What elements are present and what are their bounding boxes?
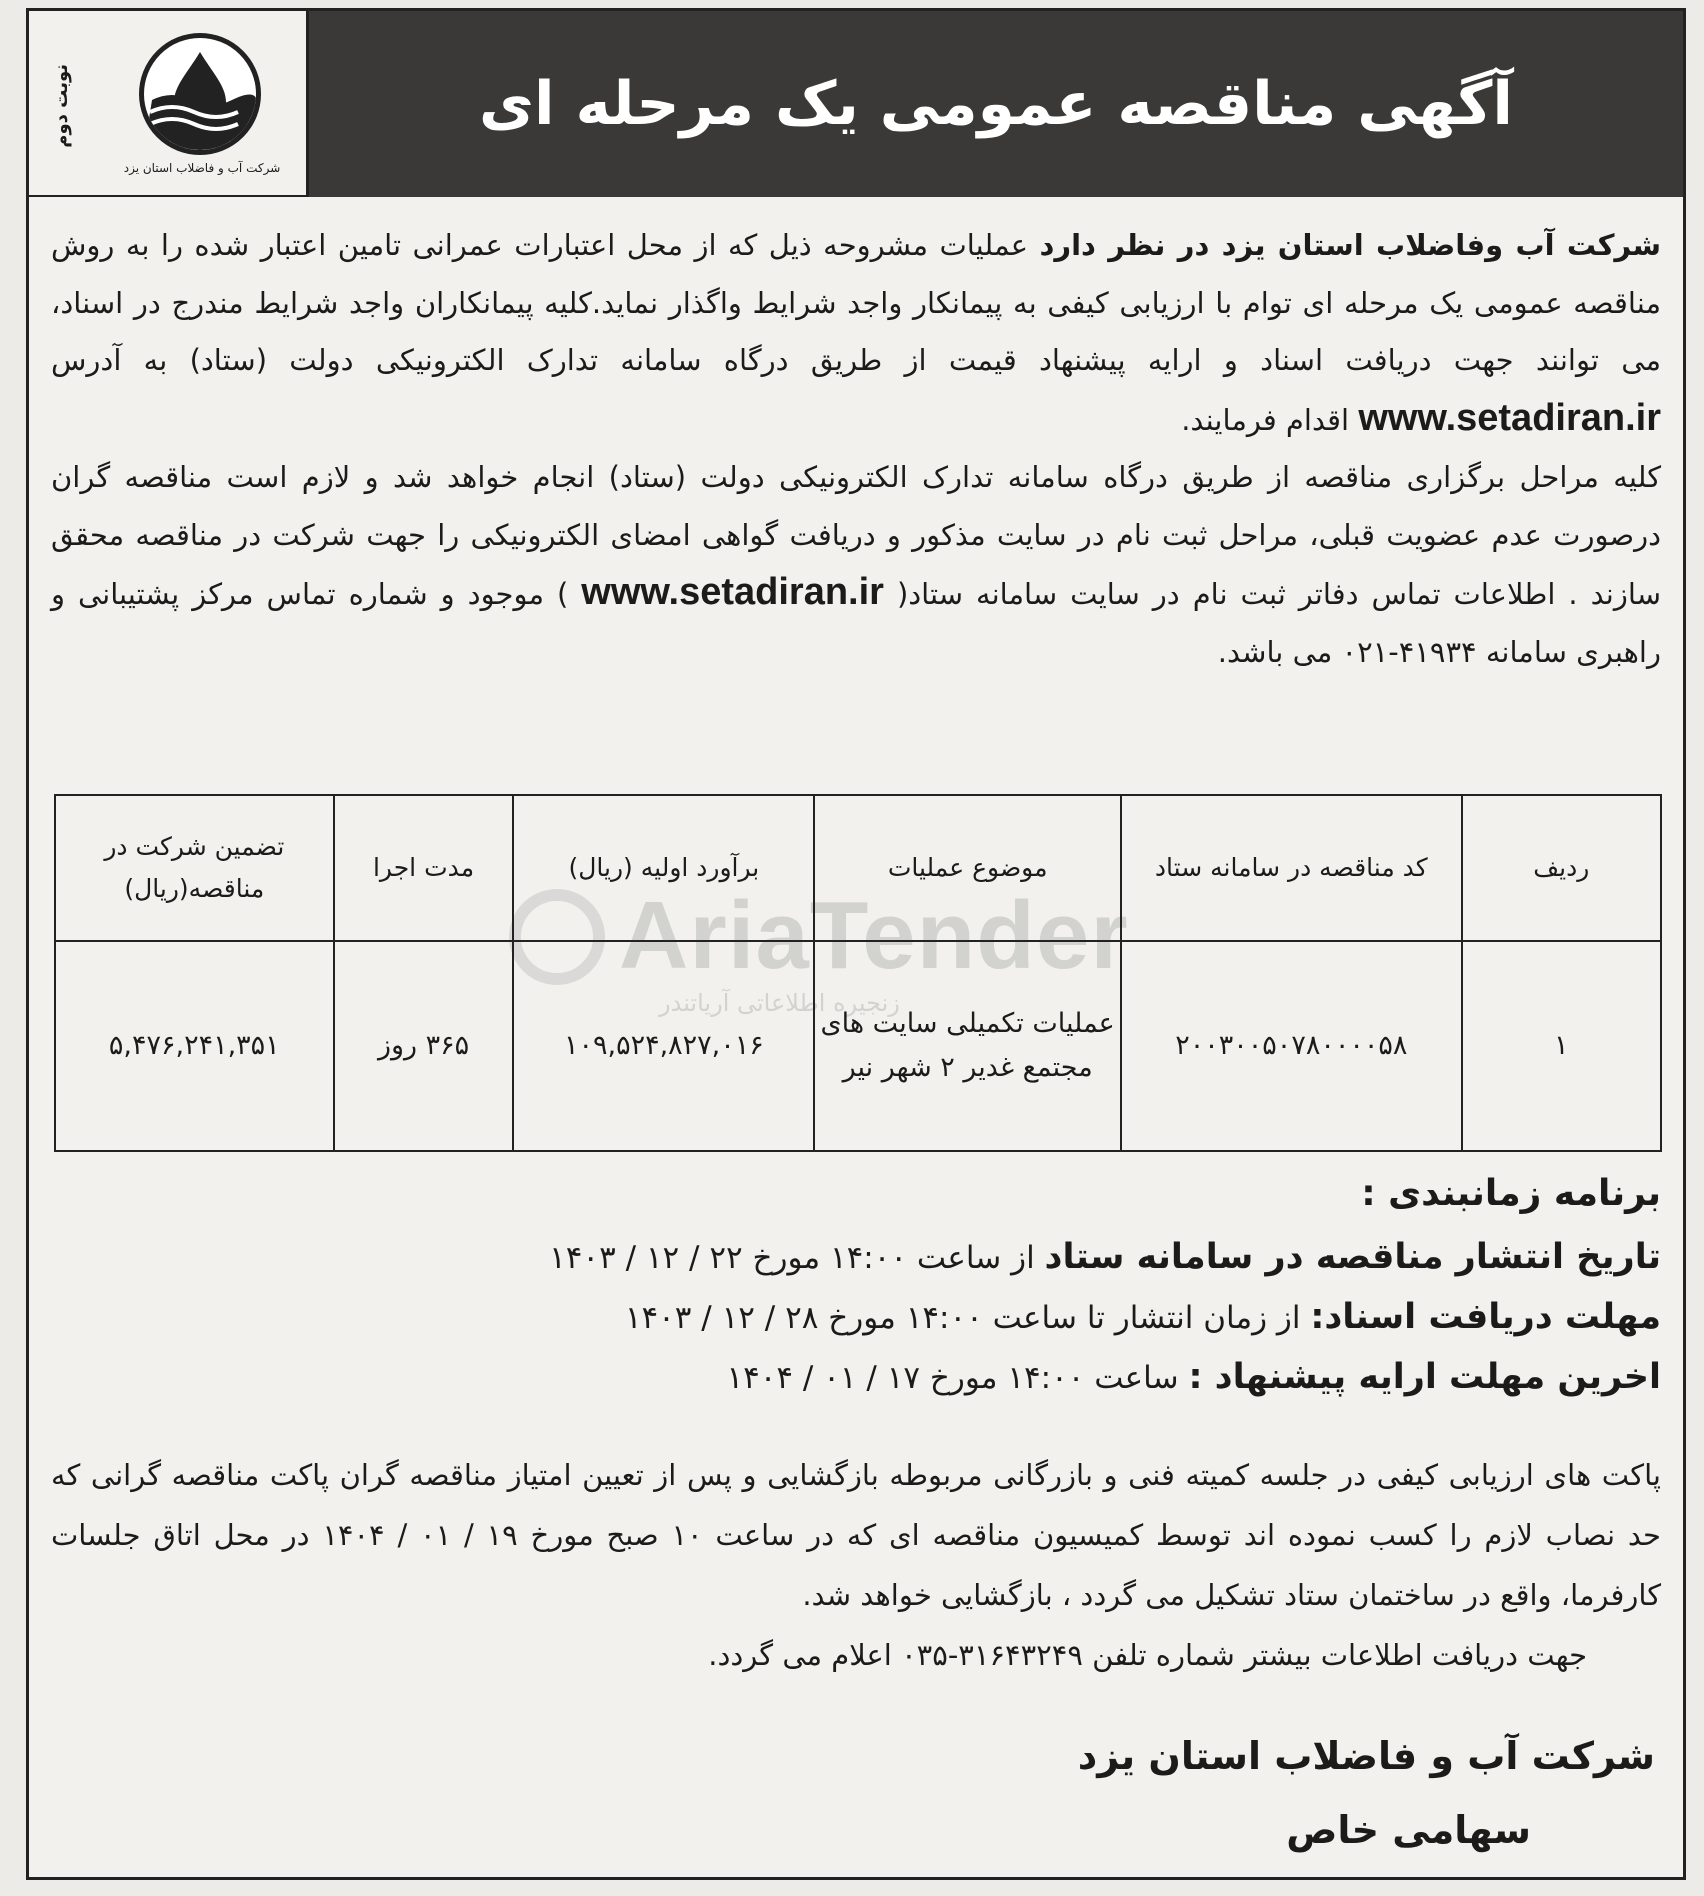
- schedule-value: از ساعت ۱۴:۰۰ مورخ ۲۲ / ۱۲ / ۱۴۰۳: [549, 1240, 1045, 1276]
- schedule-value: ساعت ۱۴:۰۰ مورخ ۱۷ / ۰۱ / ۱۴۰۴: [726, 1360, 1189, 1396]
- publication-round-label: نوبت دوم: [50, 64, 72, 148]
- cell-tender-code: ۲۰۰۳۰۰۵۰۷۸۰۰۰۰۵۸: [1121, 941, 1462, 1151]
- schedule-publish-date: [51, 1227, 1661, 1287]
- schedule-label: اخرین مهلت ارایه پیشنهاد :: [1188, 1357, 1661, 1397]
- title-bar: [309, 11, 1683, 197]
- schedule-label: تاریخ انتشار مناقصه در سامانه ستاد: [1044, 1237, 1661, 1277]
- tender-table: [54, 794, 1662, 1152]
- schedule-docs-deadline: [51, 1287, 1661, 1347]
- schedule-title: برنامه زمانبندی :: [1361, 1173, 1661, 1214]
- intro-section: [51, 217, 1661, 681]
- signature-block: [51, 1719, 1661, 1867]
- schedule-bid-deadline: [51, 1347, 1661, 1407]
- logo-box: [29, 11, 309, 197]
- setad-url-link[interactable]: www.setadiran.ir: [1358, 396, 1661, 439]
- cell-duration: ۳۶۵ روز: [334, 941, 514, 1151]
- cell-estimate: ۱۰۹,۵۲۴,۸۲۷,۰۱۶: [513, 941, 814, 1151]
- schedule-label: مهلت دریافت اسناد:: [1310, 1297, 1661, 1337]
- company-logo: [139, 33, 261, 155]
- header-tender-code: کد مناقصه در سامانه ستاد: [1121, 795, 1462, 941]
- cell-guarantee: ۵,۴۷۶,۲۴۱,۳۵۱: [55, 941, 334, 1151]
- intro-text-1: عملیات مشروحه ذیل که از محل اعتبارات عمرانی تامین اعتبار شده را به روش مناقصه عمومی یک مرحله ای توام با ارزیابی کیفی به پیمانکار واجد شرایط واگذار نماید.کلیه پیمانکاران واجد شرایط مندرج در اسناد، می توانند جهت دریافت اسناد و ارایه پیشنهاد قیمت از طریق درگاه سامانه تدارک الکترونیکی دولت (ستاد) به آدرس: [51, 228, 1661, 377]
- header-subject: موضوع عملیات: [814, 795, 1121, 941]
- intro-text-2-end: ) موجود و شماره تماس مرکز پشتیبانی و راهبری سامانه ۴۱۹۳۴-۰۲۱ می باشد.: [51, 577, 1661, 669]
- cell-subject: عملیات تکمیلی سایت های مجتمع غدیر ۲ شهر نیر: [814, 941, 1121, 1151]
- logo-caption: شرکت آب و فاضلاب استان یزد: [123, 161, 281, 175]
- tender-notice: [26, 8, 1686, 1880]
- notice-header: [29, 11, 1683, 197]
- intro-paragraph-2: [51, 449, 1661, 681]
- header-row-number: ردیف: [1462, 795, 1661, 941]
- water-drop-logo-icon: [144, 38, 256, 150]
- signature-company: شرکت آب و فاضلاب استان یزد: [1077, 1734, 1655, 1778]
- watermark-sub: زنجیره اطلاعاتی آریاتندر: [659, 989, 900, 1017]
- closing-paragraph: پاکت های ارزیابی کیفی در جلسه کمیته فنی و بازرگانی مربوطه بازگشایی و پس از تعیین امتیاز مناقصه گران پاکت مناقصه گرانی که حد نصاب لازم را کسب نموده اند توسط کمیسیون مناقصه ای که در ساعت ۱۰ صبح مورخ ۱۹ / ۰۱ / ۱۴۰۴ در محل اتاق جلسات کارفرما، واقع در ساختمان ستاد تشکیل می گردد ، بازگشایی خواهد شد.: [51, 1458, 1661, 1612]
- table-row: [55, 941, 1661, 1151]
- schedule-value: از زمان انتشار تا ساعت ۱۴:۰۰ مورخ ۲۸ / ۱۲ / ۱۴۰۳: [624, 1300, 1311, 1336]
- cell-row-number: ۱: [1462, 941, 1661, 1151]
- intro-text-1-end: اقدام فرمایند.: [1181, 402, 1350, 437]
- intro-company: شرکت آب وفاضلاب استان یزد در نظر دارد: [1039, 228, 1661, 262]
- schedule-section: [51, 1161, 1661, 1407]
- header-guarantee: تضمین شرکت در مناقصه(ریال): [55, 795, 334, 941]
- contact-paragraph: جهت دریافت اطلاعات بیشتر شماره تلفن ۳۱۶۴۳۲۴۹-۰۳۵ اعلام می گردد.: [708, 1638, 1587, 1672]
- closing-section: [51, 1445, 1661, 1685]
- intro-paragraph-1: [51, 217, 1661, 449]
- publication-round: [41, 31, 81, 181]
- watermark-main: AriaTender: [619, 882, 1129, 989]
- header-duration: مدت اجرا: [334, 795, 514, 941]
- notice-title: آگهی مناقصه عمومی یک مرحله ای: [479, 69, 1513, 139]
- table-header-row: [55, 795, 1661, 941]
- signature-company-type: سهامی خاص: [1286, 1808, 1531, 1852]
- setad-url-link-2[interactable]: www.setadiran.ir: [581, 571, 884, 613]
- intro-text-2: کلیه مراحل برگزاری مناقصه از طریق درگاه سامانه تدارک الکترونیکی دولت (ستاد) انجام خواهد شد و لازم است مناقصه گران درصورت عدم عضویت قبلی، مراحل ثبت نام در سایت مذکور و دریافت گواهی امضای الکترونیکی را جهت شرکت در مناقصه محقق سازند . اطلاعات تماس دفاتر ثبت نام در سایت سامانه ستاد(: [51, 460, 1662, 611]
- header-estimate: برآورد اولیه (ریال): [513, 795, 814, 941]
